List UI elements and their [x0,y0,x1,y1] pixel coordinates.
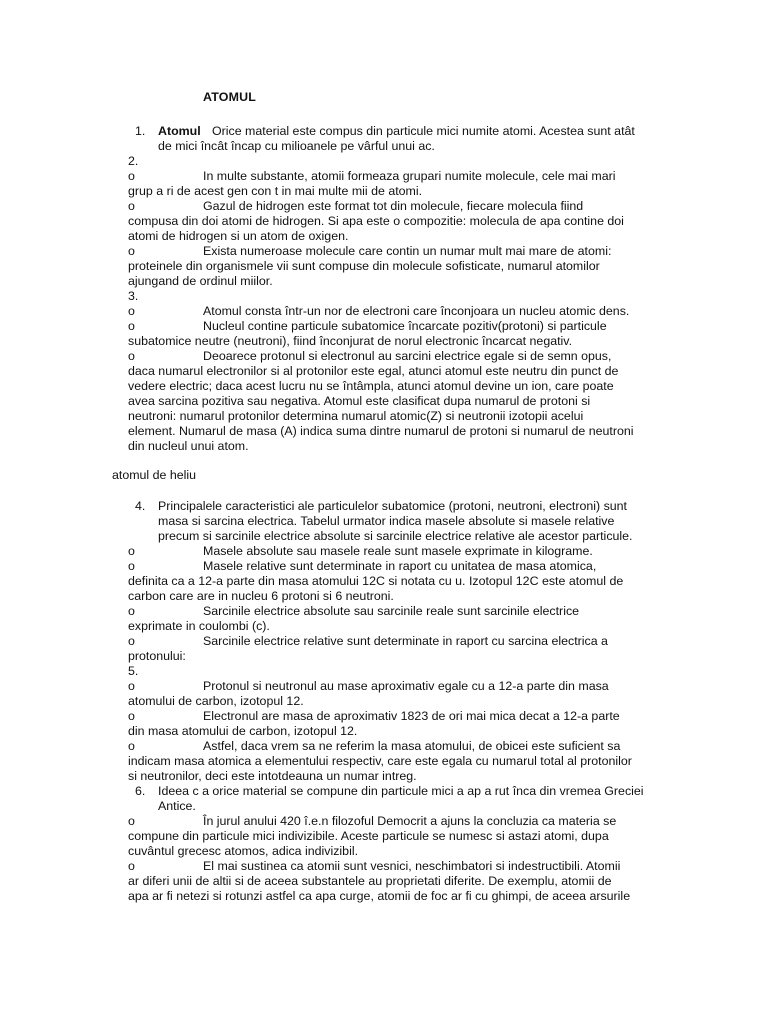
paragraph-line: proteinele din organismele vii sunt compuse din molecule sofisticate, numarul atomilor [128,259,600,273]
bullet: o [128,739,135,753]
paragraph-line: Sarcinile electrice absolute sau sarcinile reale sunt sarcinile electrice [203,604,580,618]
paragraph-line: ajungand de ordinul miilor. [128,274,273,288]
paragraph-line: Protonul si neutronul au mase aproximativ egale cu a 12-a parte din masa [203,679,609,693]
bullet: o [128,604,135,618]
paragraph-line: grup a ri de acest gen con t in mai multe mii de atomi. [128,184,423,198]
paragraph-line: Masele relative sunt determinate in raport cu unitatea de masa atomica, [203,559,597,573]
paragraph-line: din masa atomului de carbon, izotopul 12. [128,724,358,738]
paragraph-line: Astfel, daca vrem sa ne referim la masa atomului, de obicei este suficient sa [203,739,621,753]
paragraph-line: Principalele caracteristici ale particulelor subatomice (protoni, neutroni, electroni) sunt [158,499,627,513]
paragraph-line: precum si sarcinile electrice absolute si sarcinile electrice relative ale acestor particule. [158,529,633,543]
paragraph-line: atomului de carbon, izotopul 12. [128,694,304,708]
paragraph-line: Gazul de hidrogen este format tot din molecule, fiecare molecula fiind [203,199,584,213]
bullet: o [128,859,135,873]
section-3-number: 3. [128,289,139,303]
image-caption: atomul de heliu [112,468,197,482]
paragraph-line: neutroni: numarul protonilor determina numarul atomic(Z) si neutronii izotopii acelui [128,409,584,423]
bullet: o [128,319,135,333]
paragraph-line: Masele absolute sau masele reale sunt masele exprimate in kilograme. [203,544,593,558]
section-1-number: 1. [135,124,146,138]
bullet: o [128,244,135,258]
paragraph-line: Antice. [158,799,196,813]
paragraph-line: si neutronilor, deci este intotdeauna un numar intreg. [128,769,417,783]
paragraph-line: In multe substante, atomii formeaza grupari numite molecule, cele mai mari [203,169,616,183]
paragraph-line: masa si sarcina electrica. Tabelul urmator indica masele absolute si masele relative [158,514,615,528]
section-2-number: 2. [128,154,139,168]
paragraph-line: compune din particule mici indivizibile. Aceste particule se numesc si astazi atomi, dupa [128,829,609,843]
paragraph-line: În jurul anului 420 î.e.n filozoful Democrit a ajuns la concluzia ca materia se [203,814,617,828]
document-title: ATOMUL [203,90,257,104]
paragraph-line: Atomul consta într-un nor de electroni care înconjoara un nucleu atomic dens. [203,304,630,318]
paragraph-line: Ideea c a orice material se compune din particule mici a ap a rut înca din vremea Greciei [158,784,644,798]
paragraph-line: Deoarece protonul si electronul au sarcini electrice egale si de semn opus, [203,349,612,363]
paragraph-line: ar diferi unii de altii si de aceea substantele au proprietati diferite. De exemplu, atomii de [128,874,612,888]
bullet: o [128,709,135,723]
section-1-line: de mici încât încap cu milioanele pe vârful unui ac. [158,139,435,153]
paragraph-line: subatomice neutre (neutroni), fiind înconjurat de norul electronic încarcat negativ. [128,334,573,348]
bullet: o [128,349,135,363]
paragraph-line: compusa din doi atomi de hidrogen. Si apa este o compozitie: molecula de apa contine doi [128,214,624,228]
paragraph-line: Exista numeroase molecule care contin un numar mult mai mare de atomi: [203,244,612,258]
paragraph-line: carbon care are in nucleu 6 protoni si 6 neutroni. [128,589,394,603]
bullet: o [128,544,135,558]
section-5-number: 5. [128,664,139,678]
bullet: o [128,304,135,318]
paragraph-line: exprimate in coulombi (c). [128,619,270,633]
section-1-heading: Atomul [158,124,201,138]
section-4-number: 4. [135,499,146,513]
bullet: o [128,634,135,648]
paragraph-line: Electronul are masa de aproximativ 1823 de ori mai mica decat a 12-a parte [203,709,620,723]
paragraph-line: Sarcinile electrice relative sunt determinate in raport cu sarcina electrica a [203,634,608,648]
paragraph-line: vedere electric; daca acest lucru nu se întâmpla, atunci atomul devine un ion, care poate [128,379,614,393]
bullet: o [128,559,135,573]
paragraph-line: apa ar fi netezi si rotunzi astfel ca apa curge, atomii de foc ar fi cu ghimpi, de aceea arsurile [128,889,631,903]
bullet: o [128,679,135,693]
bullet: o [128,814,135,828]
paragraph-line: Nucleul contine particule subatomice încarcate pozitiv(protoni) si particule [203,319,607,333]
paragraph-line: definita ca a 12-a parte din masa atomului 12C si notata cu u. Izotopul 12C este atomul de [128,574,624,588]
paragraph-line: element. Numarul de masa (A) indica suma dintre numarul de protoni si numarul de neutroni [128,424,634,438]
section-6-number: 6. [135,784,146,798]
paragraph-line: cuvântul grecesc atomos, adica indivizibil. [128,844,359,858]
paragraph-line: atomi de hidrogen si un atom de oxigen. [128,229,349,243]
bullet: o [128,169,135,183]
paragraph-line: avea sarcina pozitiva sau negativa. Atomul este clasificat dupa numarul de protoni si [128,394,591,408]
paragraph-line: indicam masa atomica a elementului respectiv, care este egala cu numarul total al protonilor [128,754,632,768]
section-1-line: Orice material este compus din particule mici numite atomi. Acestea sunt atât [212,124,635,138]
paragraph-line: El mai sustinea ca atomii sunt vesnici, neschimbatori si indestructibili. Atomii [203,859,621,873]
paragraph-line: daca numarul electronilor si al protonilor este egal, atunci atomul este neutru din punct de [128,364,619,378]
paragraph-line: protonului: [128,649,186,663]
bullet: o [128,199,135,213]
paragraph-line: din nucleul unui atom. [128,439,249,453]
